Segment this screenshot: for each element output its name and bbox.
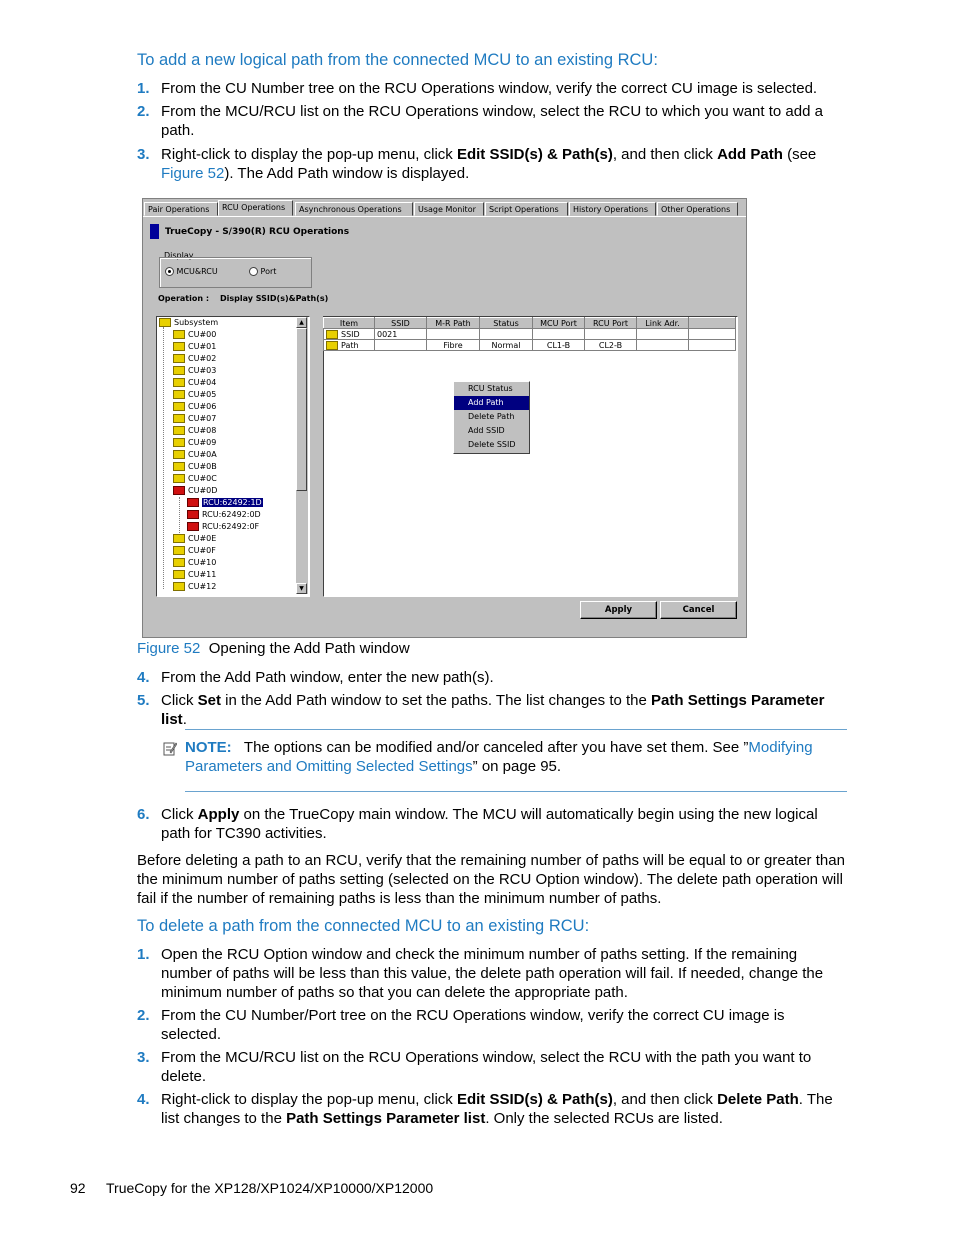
note-bottom-rule — [185, 791, 847, 792]
radio-mcu-rcu[interactable]: MCU&RCU — [165, 267, 218, 276]
tree-item[interactable]: CU#0E — [173, 534, 216, 546]
scroll-thumb[interactable] — [296, 328, 307, 491]
table-cell: CL1-B — [533, 340, 585, 351]
mcu-rcu-grid — [323, 317, 736, 351]
step-text: From the CU Number tree on the RCU Operations window, verify the correct CU image is selected. — [161, 80, 818, 97]
step-number: 6. — [137, 806, 150, 823]
step-text: From the CU Number/Port tree on the RCU Operations window, verify the correct CU image is selected. — [161, 1007, 785, 1043]
tree-item[interactable]: CU#09 — [173, 438, 216, 450]
step-text: From the MCU/RCU list on the RCU Operations window, select the RCU with the path you want to delete. — [161, 1049, 812, 1085]
step-number: 2. — [137, 1007, 150, 1024]
step-number: 3. — [137, 146, 150, 163]
menu-item-add-ssid[interactable]: Add SSID — [468, 426, 505, 435]
column-header — [689, 318, 736, 329]
rcu-icon — [187, 510, 199, 519]
tree-item[interactable]: CU#04 — [173, 378, 216, 390]
tab-script-operations[interactable]: Script Operations — [485, 202, 568, 216]
delete-step-3 — [137, 1048, 847, 1086]
scroll-up-icon[interactable]: ▲ — [296, 317, 307, 328]
note-top-rule — [185, 729, 847, 730]
step-number: 1. — [137, 946, 150, 963]
table-cell — [533, 329, 585, 340]
figure-52-link[interactable]: Figure 52 — [161, 165, 225, 182]
table-cell: Fibre — [427, 340, 480, 351]
window-title: TrueCopy - S/390(R) RCU Operations — [165, 227, 350, 237]
step-text: From the MCU/RCU list on the RCU Operations window, select the RCU to which you want to add a path. — [161, 103, 823, 139]
radio-selected-icon — [165, 267, 174, 276]
note-icon — [163, 741, 177, 760]
folder-icon — [173, 570, 185, 579]
radio-port[interactable]: Port — [249, 267, 276, 276]
tab-history-operations[interactable]: History Operations — [569, 202, 656, 216]
tree-item[interactable]: CU#05 — [173, 390, 216, 402]
folder-icon — [173, 438, 185, 447]
table-cell — [427, 329, 480, 340]
display-group-label: Display — [164, 251, 194, 260]
cancel-button[interactable]: Cancel — [660, 601, 737, 619]
apply-button[interactable]: Apply — [580, 601, 657, 619]
scroll-down-icon[interactable]: ▼ — [296, 583, 307, 594]
footer-title: TrueCopy for the XP128/XP1024/XP10000/XP12000 — [106, 1180, 434, 1196]
step-text: Click Apply on the TrueCopy main window. The MCU will automatically begin using the new logical path for TC390 activities. — [161, 806, 818, 842]
tree-item[interactable]: Subsystem — [159, 318, 218, 330]
folder-red-icon — [173, 486, 185, 495]
grid-header — [324, 318, 736, 329]
menu-item-add-path[interactable]: Add Path — [454, 396, 529, 410]
tab-rcu-operations[interactable]: RCU Operations — [218, 200, 293, 216]
note-text: NOTE: The options can be modified and/or canceled after you have set them. See ”Modifying Parameters and Omitting Selected Settings” on page 95. — [185, 739, 813, 775]
step-text: Click Set in the Add Path window to set the paths. The list changes to the Path Settings Parameter list. — [161, 692, 825, 728]
title-marker — [150, 224, 159, 239]
folder-icon — [173, 474, 185, 483]
delete-step-2 — [137, 1006, 847, 1044]
add-step-1 — [137, 79, 847, 98]
add-step-3 — [137, 145, 847, 183]
folder-icon — [173, 342, 185, 351]
step-number: 2. — [137, 103, 150, 120]
radio-unselected-icon — [249, 267, 258, 276]
step-text: Right-click to display the pop-up menu, click Edit SSID(s) & Path(s), and then click Add Path (see Figure 52). The Add Path window is displayed. — [161, 146, 817, 182]
folder-icon — [173, 582, 185, 591]
folder-icon — [173, 378, 185, 387]
column-header[interactable]: MCU Port — [533, 318, 585, 329]
table-cell: Path — [324, 340, 375, 351]
figure-label: Figure 52 — [137, 640, 201, 657]
tree-item-rcu[interactable]: RCU:62492:0D — [187, 510, 261, 522]
tree-item-expanded[interactable]: CU#0D — [173, 486, 217, 498]
tree-item[interactable]: CU#0A — [173, 450, 217, 462]
table-cell — [375, 340, 427, 351]
page-number: 92 — [70, 1180, 86, 1196]
tree-item[interactable]: CU#07 — [173, 414, 216, 426]
table-cell — [689, 329, 736, 340]
section-heading-add-path: To add a new logical path from the connected MCU to an existing RCU: — [137, 51, 658, 69]
folder-icon — [173, 558, 185, 567]
delete-step-4 — [137, 1090, 847, 1128]
table-cell — [637, 329, 689, 340]
rcu-icon — [187, 522, 199, 531]
folder-icon — [159, 318, 171, 327]
section-heading-delete-path: To delete a path from the connected MCU to an existing RCU: — [137, 917, 590, 935]
tree-item[interactable]: CU#00 — [173, 330, 216, 342]
table-cell — [689, 340, 736, 351]
step-number: 5. — [137, 692, 150, 709]
table-cell: CL2-B — [585, 340, 637, 351]
mcu-rcu-list-panel[interactable] — [323, 316, 738, 597]
column-header[interactable]: Link Adr. — [637, 318, 689, 329]
paragraph-before-delete: Before deleting a path to an RCU, verify that the remaining number of paths will be equal to or greater than the minimum number of paths setting (selected on the RCU Option window). The delete path operation will fail if the number of remaining paths is less than the minimum number of paths. — [137, 852, 845, 907]
tree-item[interactable]: CU#08 — [173, 426, 216, 438]
folder-icon — [173, 426, 185, 435]
column-header[interactable]: SSID — [375, 318, 427, 329]
ssid-icon — [326, 330, 338, 339]
folder-icon — [173, 462, 185, 471]
step-text: From the Add Path window, enter the new path(s). — [161, 669, 494, 686]
operation-value: Display SSID(s)&Path(s) — [220, 294, 329, 303]
table-row[interactable] — [324, 329, 736, 340]
tree-item[interactable]: CU#01 — [173, 342, 216, 354]
table-cell — [480, 329, 533, 340]
folder-icon — [173, 390, 185, 399]
note-label: NOTE: — [185, 739, 232, 756]
tree-item[interactable]: CU#11 — [173, 570, 216, 582]
delete-step-1 — [137, 945, 847, 1002]
column-header[interactable]: M-R Path — [427, 318, 480, 329]
column-header[interactable]: RCU Port — [585, 318, 637, 329]
step-text: Open the RCU Option window and check the minimum number of paths setting. If the remaining number of paths will be less than this value, the delete path operation will fail. If needed, change the minimum number of paths so that you can delete the appropriate path. — [161, 946, 824, 1001]
table-cell — [637, 340, 689, 351]
tree-item[interactable]: CU#12 — [173, 582, 216, 594]
folder-icon — [173, 534, 185, 543]
figure-caption — [137, 640, 410, 657]
menu-item-rcu-status[interactable]: RCU Status — [468, 384, 513, 393]
table-cell: SSID — [324, 329, 375, 340]
rcu-icon — [187, 498, 199, 507]
tree-item[interactable]: CU#06 — [173, 402, 216, 414]
menu-item-delete-path[interactable]: Delete Path — [468, 412, 515, 421]
step-number: 1. — [137, 80, 150, 97]
folder-icon — [173, 366, 185, 375]
table-cell — [585, 329, 637, 340]
tree-item[interactable]: CU#10 — [173, 558, 216, 570]
table-cell: 0021 — [375, 329, 427, 340]
add-step-4 — [137, 668, 847, 687]
tab-asynchronous-operations[interactable]: Asynchronous Operations — [295, 202, 413, 216]
step-number: 4. — [137, 669, 150, 686]
tab-pair-operations[interactable]: Pair Operations — [144, 202, 218, 216]
note-link[interactable]: Modifying Parameters and Omitting Selected Settings — [185, 739, 813, 775]
column-header[interactable]: Status — [480, 318, 533, 329]
folder-icon — [173, 546, 185, 555]
cu-tree-panel[interactable] — [156, 316, 310, 597]
folder-icon — [173, 354, 185, 363]
tree-item-rcu-selected[interactable]: RCU:62492:1D — [187, 498, 263, 510]
add-step-5 — [137, 691, 847, 729]
add-step-6 — [137, 805, 847, 843]
context-menu — [453, 381, 530, 454]
tree-item[interactable]: CU#03 — [173, 366, 216, 378]
step-number: 3. — [137, 1049, 150, 1066]
figure-caption-text: Opening the Add Path window — [208, 640, 410, 657]
tab-other-operations[interactable]: Other Operations — [657, 202, 738, 216]
folder-icon — [173, 414, 185, 423]
tree-item[interactable]: CU#02 — [173, 354, 216, 366]
table-row[interactable] — [324, 340, 736, 351]
tab-usage-monitor[interactable]: Usage Monitor — [414, 202, 484, 216]
folder-icon — [173, 330, 185, 339]
tree-item[interactable]: CU#0B — [173, 462, 217, 474]
column-header[interactable]: Item — [324, 318, 375, 329]
rcu-operations-screenshot — [142, 198, 747, 638]
operation-label: Operation : — [158, 294, 210, 303]
tree-item[interactable]: CU#0F — [173, 546, 216, 558]
folder-icon — [173, 402, 185, 411]
tree-scrollbar[interactable] — [296, 317, 308, 594]
path-icon — [326, 341, 338, 350]
step-number: 4. — [137, 1091, 150, 1108]
folder-icon — [173, 450, 185, 459]
add-step-2 — [137, 102, 847, 140]
tree-item-rcu[interactable]: RCU:62492:0F — [187, 522, 259, 534]
step-text: Right-click to display the pop-up menu, click Edit SSID(s) & Path(s), and then click Delete Path. The list changes to the Path Settings Parameter list. Only the selected RCUs are listed. — [161, 1091, 833, 1127]
table-cell: Normal — [480, 340, 533, 351]
menu-item-delete-ssid[interactable]: Delete SSID — [468, 440, 516, 449]
tree-item[interactable]: CU#0C — [173, 474, 217, 486]
